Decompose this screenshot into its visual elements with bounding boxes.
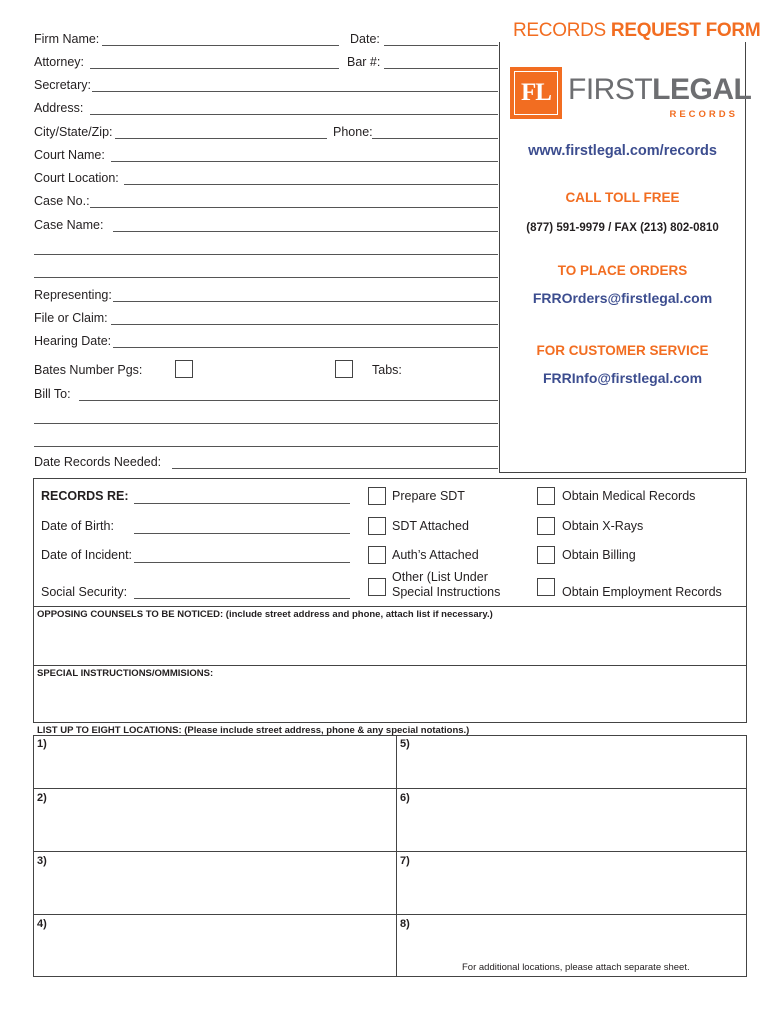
locations-grid: [33, 735, 747, 977]
x-rays-checkbox[interactable]: [537, 517, 555, 535]
logo-subtitle: RECORDS: [669, 109, 738, 120]
employment-records-checkbox[interactable]: [537, 578, 555, 596]
bill-to-field-3[interactable]: [34, 446, 498, 447]
bar-label: Bar #:: [347, 55, 381, 69]
case-name-field-2[interactable]: [34, 254, 498, 255]
city-label: City/State/Zip:: [34, 125, 113, 139]
tabs-label: Tabs:: [372, 363, 402, 377]
sdt-attached-checkbox[interactable]: [368, 517, 386, 535]
representing-field[interactable]: [113, 301, 498, 302]
dob-label: Date of Birth:: [41, 519, 114, 533]
address-label: Address:: [34, 101, 84, 115]
doi-label: Date of Incident:: [41, 548, 133, 562]
date-needed-field[interactable]: [172, 468, 498, 469]
call-label: CALL TOLL FREE: [565, 190, 680, 205]
court-name-field[interactable]: [111, 161, 498, 162]
doi-field[interactable]: [134, 562, 350, 563]
billing-label: Obtain Billing: [562, 548, 636, 562]
file-claim-label: File or Claim:: [34, 311, 108, 325]
website-link[interactable]: www.firstlegal.com/records: [528, 143, 717, 159]
date-label: Date:: [350, 32, 380, 46]
records-re-field[interactable]: [134, 503, 350, 504]
prepare-sdt-label: Prepare SDT: [392, 489, 465, 503]
logo-name: FIRSTLEGAL: [568, 73, 752, 106]
case-no-label: Case No.:: [34, 194, 90, 208]
location-2[interactable]: 2): [37, 792, 47, 804]
tabs-checkbox[interactable]: [335, 360, 353, 378]
location-3[interactable]: 3): [37, 855, 47, 867]
location-1[interactable]: 1): [37, 738, 47, 750]
other-label-line1: Other (List Under: [392, 570, 488, 584]
orders-label: TO PLACE ORDERS: [557, 263, 688, 278]
address-field[interactable]: [90, 114, 498, 115]
other-label-line2: Special Instructions: [392, 585, 501, 599]
location-7[interactable]: 7): [400, 855, 410, 867]
court-location-label: Court Location:: [34, 171, 119, 185]
attorney-field[interactable]: [90, 68, 339, 69]
form-title: [513, 20, 760, 42]
phone-label: Phone:: [333, 125, 373, 139]
locations-footnote: For additional locations, please attach separate sheet.: [462, 962, 690, 973]
case-name-field-3[interactable]: [34, 277, 498, 278]
opposing-heading: OPPOSING COUNSELS TO BE NOTICED: (include street address and phone, attach list if necessary.): [37, 609, 493, 620]
date-field[interactable]: [384, 45, 498, 46]
bill-to-field[interactable]: [79, 400, 498, 401]
bar-field[interactable]: [384, 68, 498, 69]
phones-text: (877) 591-9979 / FAX (213) 802-0810: [526, 222, 719, 234]
court-name-label: Court Name:: [34, 148, 105, 162]
case-no-field[interactable]: [90, 207, 498, 208]
form-title-part1: RECORDS: [513, 20, 606, 41]
bill-to-label: Bill To:: [34, 387, 71, 401]
dob-field[interactable]: [134, 533, 350, 534]
location-6[interactable]: 6): [400, 792, 410, 804]
auths-attached-label: Auth’s Attached: [392, 548, 479, 562]
bates-label: Bates Number Pgs:: [34, 363, 143, 377]
form-title-part2: REQUEST FORM: [610, 20, 761, 41]
billing-checkbox[interactable]: [537, 546, 555, 564]
auths-attached-checkbox[interactable]: [368, 546, 386, 564]
file-claim-field[interactable]: [111, 324, 498, 325]
phone-field[interactable]: [372, 138, 498, 139]
x-rays-label: Obtain X-Rays: [562, 519, 644, 533]
secretary-label: Secretary:: [34, 78, 91, 92]
representing-label: Representing:: [34, 288, 112, 302]
court-location-field[interactable]: [124, 184, 498, 185]
city-field[interactable]: [115, 138, 327, 139]
medical-records-checkbox[interactable]: [537, 487, 555, 505]
attorney-label: Attorney:: [34, 55, 85, 69]
hearing-date-field[interactable]: [113, 347, 498, 348]
employment-records-label: Obtain Employment Records: [562, 585, 722, 599]
location-4[interactable]: 4): [37, 918, 47, 930]
location-8[interactable]: 8): [400, 918, 410, 930]
hearing-date-label: Hearing Date:: [34, 334, 112, 348]
records-re-label: RECORDS RE:: [41, 489, 129, 503]
date-needed-label: Date Records Needed:: [34, 455, 162, 469]
orders-email[interactable]: FRROrders@firstlegal.com: [532, 290, 713, 306]
logo: [510, 67, 752, 123]
bill-to-field-2[interactable]: [34, 423, 498, 424]
ssn-label: Social Security:: [41, 585, 128, 599]
secretary-field[interactable]: [92, 91, 498, 92]
locations-heading: LIST UP TO EIGHT LOCATIONS: (Please include street address, phone & any special notations.): [37, 725, 470, 736]
firm-name-label: Firm Name:: [34, 32, 100, 46]
firm-name-field[interactable]: [102, 45, 339, 46]
logo-mark: FL: [510, 67, 562, 119]
case-name-label: Case Name:: [34, 218, 104, 232]
sdt-attached-label: SDT Attached: [392, 519, 469, 533]
service-email[interactable]: FRRInfo@firstlegal.com: [542, 370, 703, 386]
location-5[interactable]: 5): [400, 738, 410, 750]
medical-records-label: Obtain Medical Records: [562, 489, 696, 503]
special-heading: SPECIAL INSTRUCTIONS/OMMISIONS:: [37, 668, 214, 679]
other-checkbox[interactable]: [368, 578, 386, 596]
prepare-sdt-checkbox[interactable]: [368, 487, 386, 505]
bates-checkbox[interactable]: [175, 360, 193, 378]
ssn-field[interactable]: [134, 598, 350, 599]
service-label: FOR CUSTOMER SERVICE: [536, 343, 709, 358]
case-name-field[interactable]: [113, 231, 498, 232]
